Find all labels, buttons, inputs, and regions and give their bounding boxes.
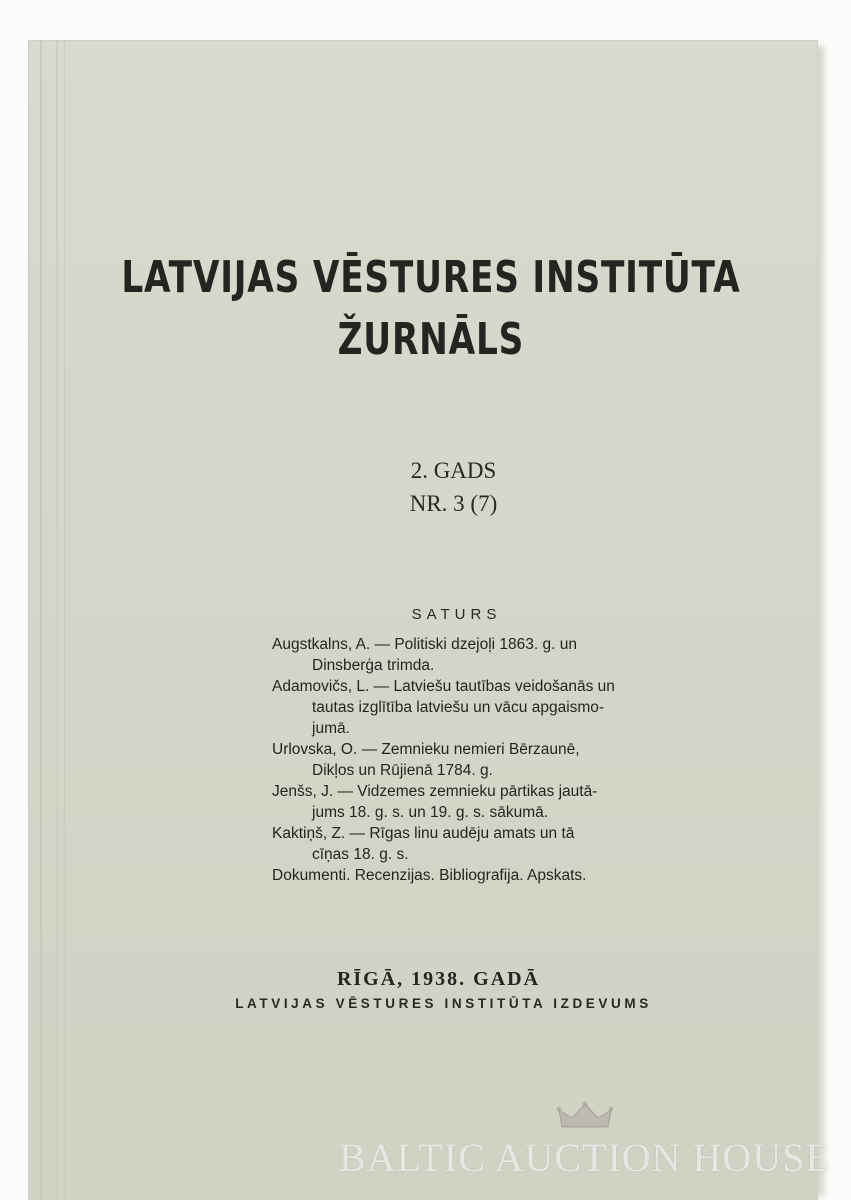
journal-title-line-2: ŽURNĀLS bbox=[337, 314, 525, 365]
contents-entry bbox=[272, 781, 652, 823]
contents-entry-line: tautas izglītība latviešu un vācu apgaismo- bbox=[312, 699, 605, 716]
contents-entry-line: Dokumenti. Recenzijas. Bibliografija. Apskats. bbox=[272, 867, 587, 884]
contents-entry bbox=[272, 676, 652, 739]
contents-entry-line: Urlovska, O. — Zemnieku nemieri Bērzaunē, bbox=[272, 741, 580, 758]
contents-entry-line: cīņas 18. g. s. bbox=[312, 846, 409, 863]
crown-icon bbox=[556, 1101, 614, 1131]
publisher-line: LATVIJAS VĒSTURES INSTITŪTA IZDEVUMS bbox=[235, 996, 652, 1011]
contents-entry bbox=[272, 865, 652, 886]
contents-entry bbox=[272, 739, 652, 781]
place-and-date: RĪGĀ, 1938. GADĀ bbox=[336, 968, 541, 990]
contents-entry-line: Dikļos un Rūjienā 1784. g. bbox=[312, 762, 493, 779]
contents-heading: SATURS bbox=[411, 606, 502, 623]
contents-entry-line: Kaktiņš, Z. — Rīgas linu audēju amats un tā bbox=[272, 825, 575, 842]
contents-entry-line: jums 18. g. s. un 19. g. s. sākumā. bbox=[312, 804, 549, 821]
contents-entry-line: Augstkalns, A. — Politiski dzejoļi 1863. g. un bbox=[272, 636, 577, 653]
contents-entry bbox=[272, 634, 652, 676]
watermark-text: BALTIC AUCTION HOUSE bbox=[339, 1135, 831, 1180]
contents-entry-line: Dinsberģa trimda. bbox=[312, 657, 435, 674]
journal-title-line-1: LATVIJAS VĒSTURES INSTITŪTA bbox=[121, 252, 741, 303]
contents-entry-line: Adamovičs, L. — Latviešu tautības veidošanās un bbox=[272, 678, 615, 695]
issue-number: NR. 3 (7) bbox=[409, 491, 498, 516]
contents-entry-line: jumā. bbox=[312, 720, 350, 737]
volume-year: 2. GADS bbox=[410, 458, 497, 483]
contents-entry-line: Jenšs, J. — Vidzemes zemnieku pārtikas jautā- bbox=[272, 783, 598, 800]
table-of-contents bbox=[272, 634, 652, 886]
contents-entry bbox=[272, 823, 652, 865]
